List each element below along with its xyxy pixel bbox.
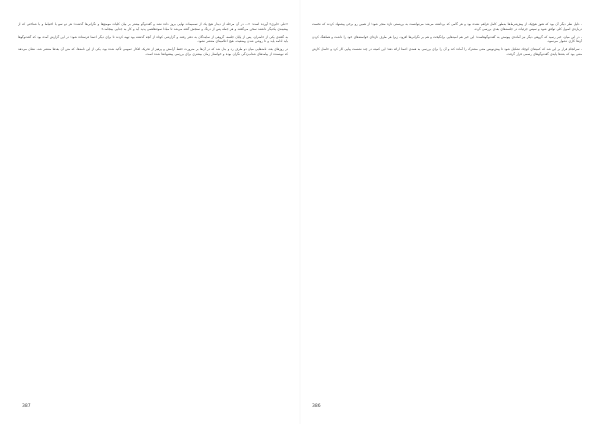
paragraph: - دلیل نظر دیگر آن بود که هنوز هیچ‌یک از پیش‌شرط‌ها به‌طور کامل فراهم نشده بود و هر گامی که برداشته می‌شد می‌توانست به بن‌بستی تازه منجر شود؛ از همین رو برخی پیشنهاد کردند که نخست درباره‌ی اصول کلی توافق شود و سپس جزئیات در جلسه‌های بعدی بررسی گردد. — [312, 22, 582, 31]
right-page-number: 386 — [312, 404, 321, 409]
book-gutter — [299, 0, 301, 424]
paragraph: - سرانجام قرار بر این شد که کمیته‌ای کوچک تشکیل شود تا پیش‌نویس متنی مشترک را آماده کند و آن را برای بررسی به همه‌ی اعضا ارائه دهد؛ این کمیته در چند نشست پیاپی کار کرد و حاصل کارش متنی بود که بعدها پایه‌ی گفت‌وگوهای رسمی قرار گرفت. — [312, 47, 582, 56]
left-page-number: 387 — [22, 404, 31, 409]
paragraph: «علی حایری» آورده است: «... در آن مرحله از دیدار هیچ یک از تصمیمات نهایی بروز داده نشد و گفت‌وگو بیشتر بر بیان کلیات موضع‌ها و نگرانی‌ها گذشت؛ هر دو سو با احتیاط و با شناختی که از پیشینه‌ی یکدیگر داشتند سخن می‌گفتند و هر جمله پس از درنگ و سنجش گفته می‌شد تا مبادا سوءتفاهمی پدید آید و کار به جدایی بینجامد.» — [18, 22, 288, 31]
right-page — [312, 22, 582, 397]
paragraph: در روزهای بعد، نامه‌هایی میان دو طرف رد و بدل شد که در آن‌ها بر ضرورت حفظ آرامش و پرهیز از تحریک افکار عمومی تأکید شده بود. یکی از این نامه‌ها، که متن آن بعدها منتشر شد، نشان می‌دهد که نویسنده از پیامدهای شتاب‌زدگی نگران بوده و خواستار زمان بیشتری برای بررسی پیشنهادها شده است. — [18, 47, 288, 56]
paragraph: به گفته‌ی یکی از حاضران، پس از پایان جلسه، گروهی از نمایندگان به دفتر رفتند و گزارشی کوتاه از آنچه گذشته بود تهیه کردند تا برای دیگر اعضا فرستاده شود؛ در این گزارش آمده بود که گفت‌وگوها باید ادامه یابد و تا روشن شدن وضعیت، هیچ اعلامیه‌ای منتشر نشود. — [18, 34, 288, 44]
paragraph: - در این میان، خبر رسید که گروهی دیگر نیز آماده‌ی پیوستن به گفت‌وگوهاست؛ این خبر هم امیدهایی برانگیخت و هم بر نگرانی‌ها افزود، زیرا هر طرف تازه‌ای خواسته‌های خود را داشت و هماهنگ کردن آن‌ها کاری دشوار می‌نمود. — [312, 34, 582, 44]
left-page — [18, 22, 288, 397]
